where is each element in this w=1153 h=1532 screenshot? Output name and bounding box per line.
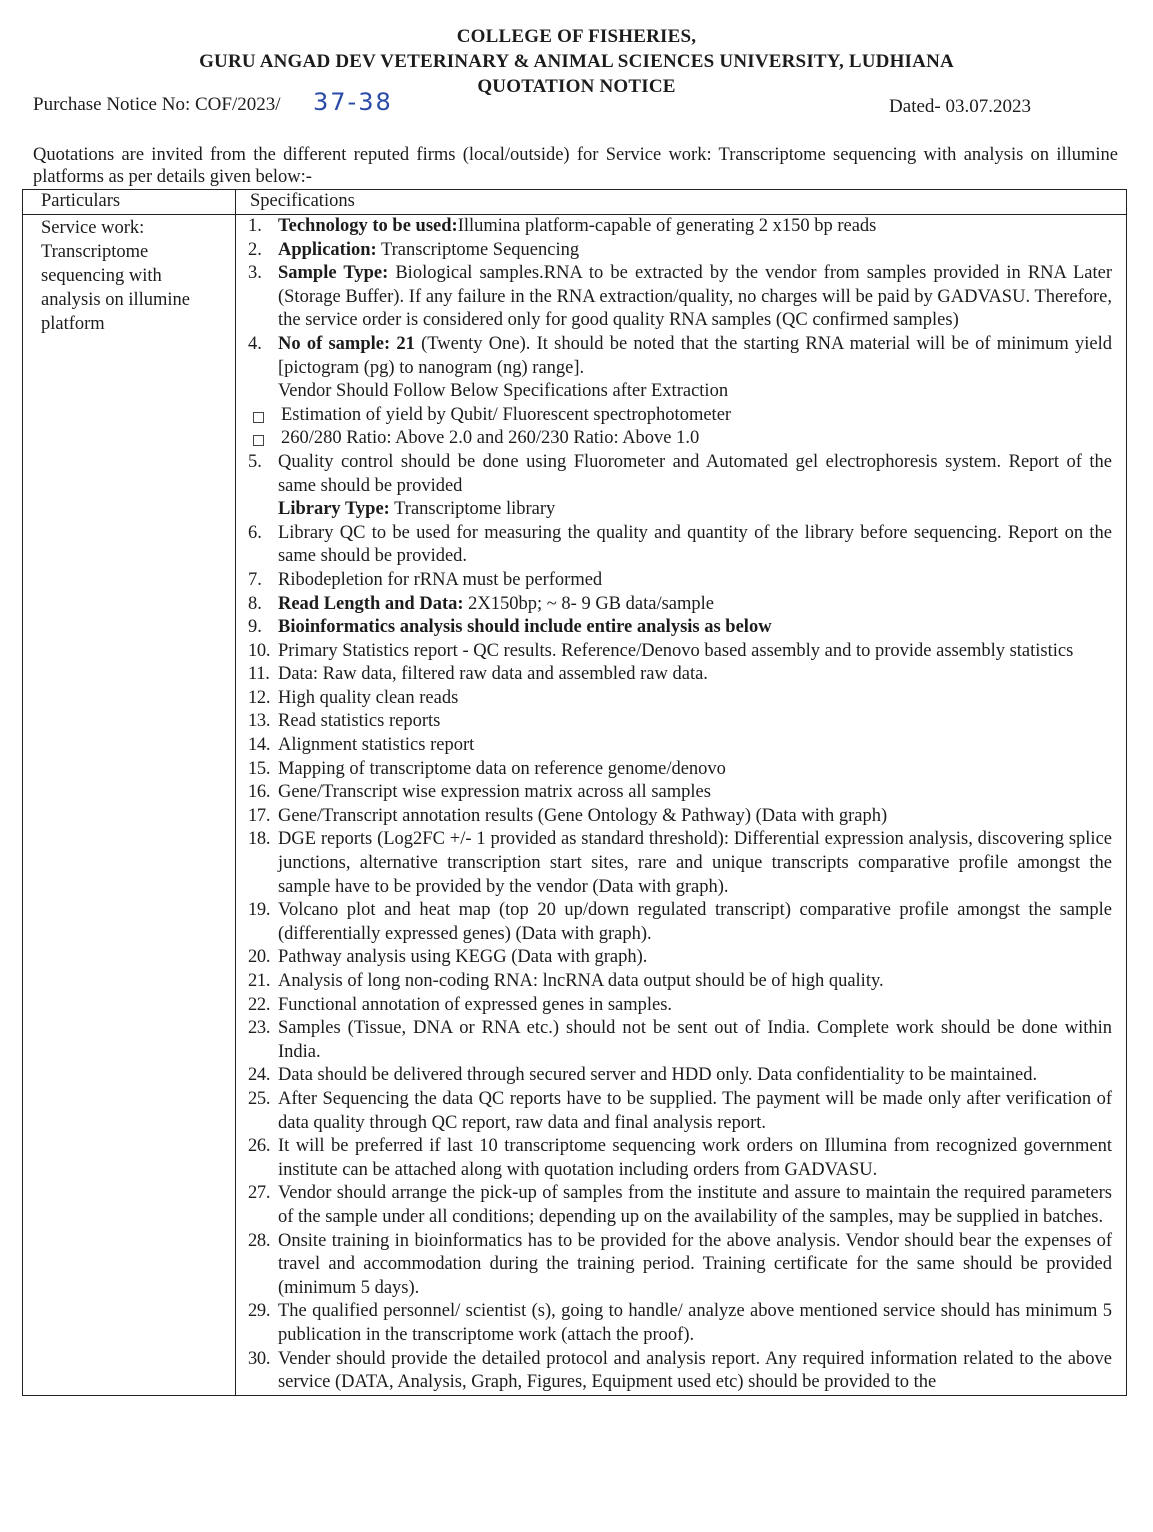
specifications-header xyxy=(235,190,1126,215)
purchase-notice-label: Purchase Notice No: COF/2023/ xyxy=(33,94,281,115)
spec-item-body: Vender should provide the detailed protocol and analysis report. Any required information related to the above service (DATA, Analysis, Graph, Figures, Equipment used etc) should be provided to the xyxy=(277,1348,1112,1393)
handwritten-notice-number: 37-38 xyxy=(313,88,393,116)
particulars-line: sequencing with xyxy=(41,266,162,286)
spec-item-number: 7. xyxy=(247,569,262,590)
spec-item xyxy=(248,805,1112,829)
spec-item-bold: No of sample: 21 xyxy=(277,333,415,354)
spec-item-number: 23. xyxy=(247,1018,271,1039)
document-header xyxy=(0,24,1153,99)
spec-item xyxy=(248,522,1112,569)
spec-item-number: 16. xyxy=(247,782,271,803)
spec-item xyxy=(248,569,1112,593)
spec-item-number: 13. xyxy=(247,711,271,732)
purchase-notice-row xyxy=(33,88,1033,122)
spec-item-number: 20. xyxy=(247,947,271,968)
spec-item-body: Primary Statistics report - QC results. Reference/Denovo based assembly and to provide assembly statistics xyxy=(277,640,1074,661)
college-name: COLLEGE OF FISHERIES, xyxy=(456,26,697,47)
spec-item-text xyxy=(278,262,1112,333)
spec-item-text xyxy=(278,1017,1112,1064)
spec-item-bold: Technology to be used: xyxy=(277,216,458,236)
spec-item xyxy=(248,1064,1112,1088)
spec-item-body: Functional annotation of expressed genes in samples. xyxy=(277,994,673,1015)
specifications-cell xyxy=(235,215,1126,1396)
spec-item-body: Analysis of long non-coding RNA: lncRNA data output should be of high quality. xyxy=(277,971,884,991)
specifications-header-label: Specifications xyxy=(249,191,355,211)
spec-item-body: Ribodepletion for rRNA must be performed xyxy=(277,569,603,590)
spec-item-number: 26. xyxy=(247,1136,271,1157)
spec-item-text xyxy=(278,569,1112,593)
spec-item-body: DGE reports (Log2FC +/- 1 provided as standard threshold): Differential expression analysis, discovering splice junctions, alternative transcription start sites, rare and unique transcripts comparative profile amongst the sample have to be provided by the vendor (Data with graph). xyxy=(277,829,1112,897)
spec-item-body: Alignment statistics report xyxy=(277,735,475,756)
spec-item xyxy=(248,333,1112,380)
spec-item-number: 14. xyxy=(247,735,271,756)
spec-item-text xyxy=(278,758,1112,782)
spec-item-number: 5. xyxy=(247,451,262,472)
spec-item-text xyxy=(278,1064,1112,1088)
spec-item-number: 12. xyxy=(247,687,271,708)
spec-item xyxy=(248,687,1112,711)
spec-item xyxy=(248,899,1112,946)
spec-item xyxy=(248,1230,1112,1301)
spec-item-number: 22. xyxy=(247,994,271,1015)
spec-item-body: Mapping of transcriptome data on reference genome/denovo xyxy=(277,758,726,779)
checkbox-item xyxy=(248,404,1112,428)
spec-item xyxy=(248,1182,1112,1229)
spec-item xyxy=(248,239,1112,263)
particulars-line: Transcriptome xyxy=(41,242,149,262)
spec-item-text xyxy=(278,1088,1112,1135)
spec-item-text xyxy=(278,522,1112,569)
spec-item-body: Quality control should be done using Fluorometer and Automated gel electrophoresis system. Report of the same should be provided xyxy=(277,451,1112,496)
spec-item-text xyxy=(278,381,728,401)
spec-item-body: Volcano plot and heat map (top 20 up/down regulated transcript) comparative profile amongst the sample (differentially expressed genes) (Data with graph). xyxy=(277,900,1112,944)
specification-list xyxy=(236,215,1126,1395)
spec-item xyxy=(248,1300,1112,1347)
spec-item xyxy=(248,593,1112,617)
spec-item-number: 8. xyxy=(247,593,262,614)
spec-item-number: 10. xyxy=(247,640,271,661)
spec-item-text xyxy=(278,994,1112,1018)
spec-item-number: 2. xyxy=(247,239,262,260)
spec-item-number: 19. xyxy=(247,900,271,921)
spec-item-bold: Bioinformatics analysis should include entire analysis as below xyxy=(277,617,772,638)
spec-item-body: (Twenty One). It should be noted that the starting RNA material will be of minimum yield [pictogram (pg) to nanogram (ng) range]. xyxy=(277,333,1112,378)
spec-item-text xyxy=(278,663,1112,687)
spec-item-text xyxy=(278,1230,1112,1301)
spec-item-text xyxy=(278,239,1112,263)
spec-item xyxy=(248,262,1112,333)
spec-item xyxy=(248,1135,1112,1182)
spec-item-body: 2X150bp; ~ 8- 9 GB data/sample xyxy=(463,593,715,614)
spec-item-number: 4. xyxy=(247,333,262,354)
spec-item-body: Illumina platform-capable of generating 2 x150 bp reads xyxy=(457,216,877,236)
spec-item-body: Pathway analysis using KEGG (Data with graph). xyxy=(277,947,648,968)
spec-item-number: 28. xyxy=(247,1230,271,1251)
spec-item-text xyxy=(278,333,1112,380)
spec-item-text xyxy=(278,451,1112,498)
spec-item xyxy=(248,734,1112,758)
notice-title: QUOTATION NOTICE xyxy=(477,76,676,97)
spec-item-text xyxy=(278,1135,1112,1182)
spec-item-text xyxy=(278,828,1112,899)
spec-item-body: Gene/Transcript annotation results (Gene Ontology & Pathway) (Data with graph) xyxy=(277,805,888,826)
spec-item xyxy=(248,616,1112,640)
notice-date: Dated- 03.07.2023 xyxy=(889,96,1031,117)
spec-item xyxy=(248,946,1112,970)
spec-item-body: Samples (Tissue, DNA or RNA etc.) should not be sent out of India. Complete work should be done within India. xyxy=(277,1018,1112,1062)
spec-item-text xyxy=(278,616,1112,640)
spec-item-number: 29. xyxy=(247,1301,271,1322)
spec-item xyxy=(248,1017,1112,1064)
spec-item-body: Data: Raw data, filtered raw data and assembled raw data. xyxy=(277,664,708,685)
spec-item-text xyxy=(278,805,1112,829)
checkbox-icon xyxy=(253,435,264,446)
particulars-line: analysis on illumine xyxy=(41,290,191,310)
intro-paragraph: Quotations are invited from the different reputed firms (local/outside) for Service work: Transcriptome sequencing with analysis on illumine platforms as per details given below:- xyxy=(33,145,1118,187)
spec-item-text xyxy=(281,404,1112,428)
spec-item-number: 27. xyxy=(247,1183,271,1204)
spec-item-number: 17. xyxy=(247,805,271,826)
spec-item-text xyxy=(278,734,1112,758)
spec-item xyxy=(248,781,1112,805)
checkbox-item xyxy=(248,427,1112,451)
spec-subline xyxy=(248,380,1112,404)
spec-item-text xyxy=(278,499,555,519)
spec-item-text xyxy=(278,710,1112,734)
spec-item-body: Data should be delivered through secured server and HDD only. Data confidentiality to be maintained. xyxy=(277,1065,1038,1086)
spec-item-body: Transcriptome library xyxy=(389,499,556,520)
spec-item-body: Estimation of yield by Qubit/ Fluorescent spectrophotometer xyxy=(280,404,732,425)
spec-item-body: Biological samples.RNA to be extracted by the vendor from samples provided in RNA Later (Storage Buffer). If any failure in the RNA extraction/quality, no charges will be paid by GADVASU. Therefore, the service order is considered only for good quality RNA samples (QC confirmed samples) xyxy=(277,263,1112,331)
checkbox-icon xyxy=(253,412,264,423)
spec-item-text xyxy=(278,1348,1112,1395)
specification-table xyxy=(22,189,1127,1396)
spec-item-number: 24. xyxy=(247,1065,271,1086)
spec-item-number: 18. xyxy=(247,829,271,850)
spec-item-text xyxy=(278,215,1112,239)
spec-item xyxy=(248,451,1112,498)
particulars-header: Particulars xyxy=(23,190,236,215)
university-name: GURU ANGAD DEV VETERINARY & ANIMAL SCIENCES UNIVERSITY, LUDHIANA xyxy=(199,51,954,72)
spec-item-bold: Sample Type: xyxy=(277,263,389,284)
spec-item-text xyxy=(278,687,1112,711)
spec-item-text xyxy=(281,427,1112,451)
spec-item-body: The qualified personnel/ scientist (s), going to handle/ analyze above mentioned service should has minimum 5 publication in the transcriptome work (attach the proof). xyxy=(277,1301,1112,1345)
particulars-line: Service work: xyxy=(41,218,145,238)
spec-item-number: 21. xyxy=(247,971,271,991)
spec-item xyxy=(248,215,1112,239)
spec-item-text xyxy=(278,781,1112,805)
spec-item xyxy=(248,994,1112,1018)
spec-item-text xyxy=(278,899,1112,946)
spec-item-text xyxy=(278,970,1112,994)
spec-item-number: 25. xyxy=(247,1088,271,1109)
spec-item-body: Onsite training in bioinformatics has to be provided for the above analysis. Vendor should bear the expenses of travel and accommodation during the training period. Training certificate for the same should be provided (minimum 5 days). xyxy=(277,1230,1112,1298)
spec-item-text xyxy=(278,1300,1112,1347)
spec-subline xyxy=(248,498,1112,522)
spec-item-number: 3. xyxy=(247,263,262,284)
spec-item xyxy=(248,1348,1112,1395)
table-header-row xyxy=(23,190,1127,215)
spec-item-body: Read statistics reports xyxy=(277,711,441,732)
spec-item-body: Gene/Transcript wise expression matrix across all samples xyxy=(277,782,711,803)
particulars-line: platform xyxy=(41,314,105,334)
spec-item xyxy=(248,710,1112,734)
spec-item-body: High quality clean reads xyxy=(277,687,459,708)
spec-item xyxy=(248,640,1112,664)
spec-item xyxy=(248,828,1112,899)
spec-item-body: Vendor should arrange the pick-up of samples from the institute and assure to maintain the required parameters of the sample under all conditions; depending up on the availability of the samples, may be supplied in batches. xyxy=(277,1183,1112,1227)
particulars-cell xyxy=(23,215,236,1396)
spec-item xyxy=(248,758,1112,782)
spec-item-text xyxy=(278,1182,1112,1229)
table-row xyxy=(23,215,1127,1396)
spec-item-bold: Library Type: xyxy=(277,499,390,520)
spec-item-number: 30. xyxy=(247,1348,271,1369)
spec-item-body: It will be preferred if last 10 transcriptome sequencing work orders on Illumina from recognized government institute can be attached along with quotation including orders from GADVASU. xyxy=(277,1136,1112,1180)
spec-item-bold: Application: xyxy=(277,239,377,260)
spec-item-text xyxy=(278,593,1112,617)
spec-item-number: 9. xyxy=(247,617,262,638)
spec-item-number: 11. xyxy=(247,664,270,685)
spec-item-number: 6. xyxy=(247,522,262,543)
spec-item-text xyxy=(278,946,1112,970)
spec-item-body: Vendor Should Follow Below Specifications after Extraction xyxy=(277,381,729,402)
spec-item xyxy=(248,970,1112,994)
spec-item xyxy=(248,663,1112,687)
spec-item-bold: Read Length and Data: xyxy=(277,593,464,614)
spec-item xyxy=(248,1088,1112,1135)
spec-item-text xyxy=(278,640,1112,664)
spec-item-body: After Sequencing the data QC reports have to be supplied. The payment will be made only after verification of data quality through QC report, raw data and final analysis report. xyxy=(277,1088,1112,1133)
spec-item-body: Transcriptome Sequencing xyxy=(376,239,580,260)
spec-item-body: 260/280 Ratio: Above 2.0 and 260/230 Ratio: Above 1.0 xyxy=(280,428,700,449)
spec-item-number: 1. xyxy=(247,216,262,236)
spec-item-number: 15. xyxy=(247,758,271,779)
spec-item-body: Library QC to be used for measuring the quality and quantity of the library before sequencing. Report on the same should be provided. xyxy=(277,522,1112,567)
